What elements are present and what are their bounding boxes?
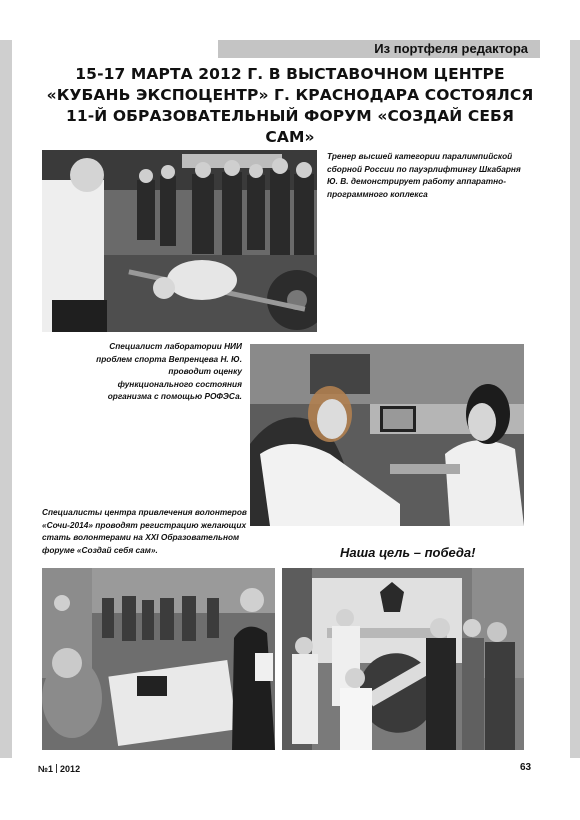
issue-number: №1 (38, 764, 54, 774)
right-gray-stripe (570, 40, 580, 758)
photo-mascot-group (282, 568, 524, 750)
footer-issue (38, 764, 80, 774)
page-headline: 15-17 МАРТА 2012 Г. В ВЫСТАВОЧНОМ ЦЕНТРЕ «КУБАНЬ ЭКСПОЦЕНТР» Г. КРАСНОДАРА СОСТОЯЛСЯ 11-Й ОБРАЗОВАТЕЛЬНЫЙ ФОРУМ «СОЗДАЙ СЕБЯ САМ» (46, 65, 534, 146)
caption-photo-1: Тренер высшей категории паралимпийской сборной России по пауэрлифтингу Шкабарня Ю. В. демонстрирует работу аппаратно-программного коплекса (327, 151, 521, 199)
photo-bench-press (42, 150, 317, 332)
caption-photo-2: Специалист лаборатории НИИ проблем спорта Вепренцева Н. Ю. проводит оценку функционального состояния организма с помощью РОФЭСа. (96, 341, 242, 401)
caption-photo-3: Специалисты центра привлечения волонтеров «Сочи-2014» проводят регистрацию желающих стать волонтерами на XXI Образовательном форуме «Создай себя сам». (42, 507, 247, 555)
photo-volunteer-registration (42, 568, 275, 750)
footer-separator (56, 764, 57, 773)
left-gray-stripe (0, 40, 12, 758)
photo-lab-assessment (250, 344, 524, 526)
page-number: 63 (520, 762, 532, 773)
slogan: Наша цель – победа! (340, 545, 476, 560)
section-header: Из портфеля редактора (218, 40, 540, 58)
issue-year: 2012 (60, 764, 81, 774)
